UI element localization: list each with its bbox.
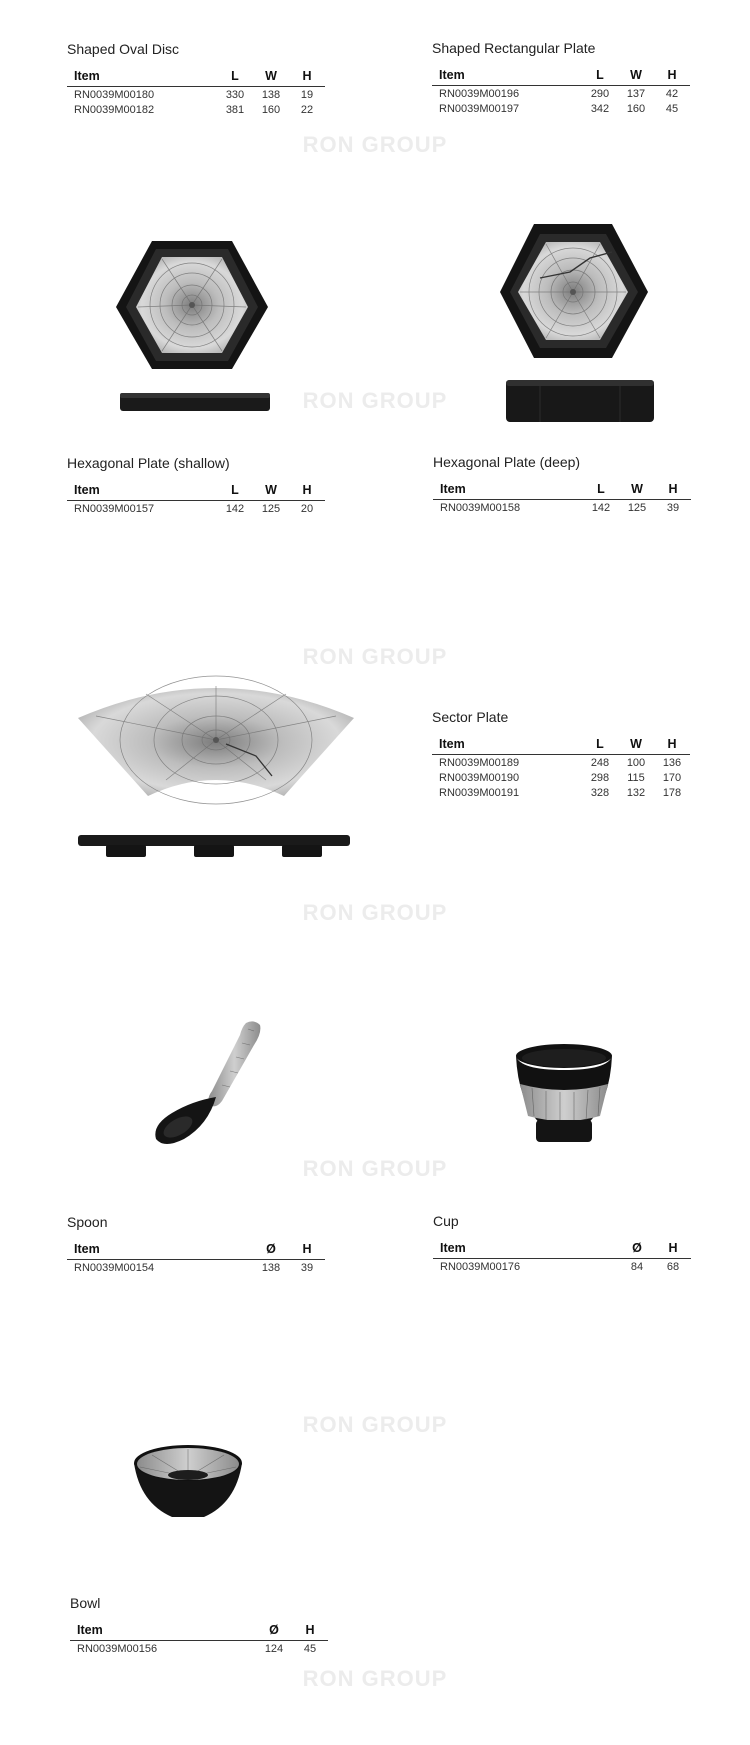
product-title: Cup — [433, 1213, 459, 1229]
diameter: 138 — [261, 1262, 281, 1274]
col-l: L — [583, 480, 619, 500]
col-h: H — [654, 66, 690, 86]
height: 19 — [300, 89, 314, 101]
item-code: RN0039M00190 — [439, 772, 520, 784]
width: 138 — [261, 89, 281, 101]
length: 330 — [225, 89, 245, 101]
spec-table — [67, 67, 325, 117]
product-sector-plate — [432, 709, 690, 800]
col-h: H — [289, 1240, 325, 1260]
table-row — [433, 500, 691, 516]
spec-table — [67, 1240, 325, 1275]
col-item: Item — [67, 481, 217, 501]
item-code: RN0039M00158 — [440, 502, 521, 514]
table-row — [433, 1259, 691, 1275]
height: 39 — [666, 502, 680, 514]
col-h: H — [289, 67, 325, 87]
cup-image — [512, 1040, 622, 1150]
bowl-image — [132, 1443, 244, 1529]
col-w: W — [619, 480, 655, 500]
col-l: L — [582, 66, 618, 86]
col-item: Item — [70, 1621, 256, 1641]
height: 20 — [300, 503, 314, 515]
product-title: Hexagonal Plate (shallow) — [67, 455, 230, 471]
col-item: Item — [67, 1240, 253, 1260]
item-code: RN0039M00196 — [439, 88, 520, 100]
length: 248 — [590, 757, 610, 769]
watermark: RON GROUP — [302, 388, 448, 413]
length: 342 — [590, 103, 610, 115]
col-h: H — [654, 735, 690, 755]
spoon-image — [150, 1015, 280, 1160]
height: 45 — [665, 103, 679, 115]
height: 39 — [300, 1262, 314, 1274]
width: 125 — [627, 502, 647, 514]
col-l: L — [582, 735, 618, 755]
product-shaped-oval-disc — [67, 41, 325, 117]
table-row — [67, 87, 325, 103]
product-title: Bowl — [70, 1595, 101, 1611]
table-row — [432, 86, 690, 102]
col-item: Item — [432, 66, 582, 86]
col-diameter: Ø — [256, 1621, 292, 1641]
spec-table — [67, 481, 325, 516]
length: 298 — [590, 772, 610, 784]
col-h: H — [655, 480, 691, 500]
table-row — [432, 755, 690, 771]
length: 142 — [225, 503, 245, 515]
product-hexagonal-plate-shallow — [67, 455, 325, 516]
height: 136 — [662, 757, 682, 769]
col-h: H — [289, 481, 325, 501]
table-row — [432, 785, 690, 800]
width: 132 — [626, 787, 646, 799]
height: 22 — [300, 104, 314, 116]
col-item: Item — [433, 480, 583, 500]
item-code: RN0039M00156 — [77, 1643, 158, 1655]
length: 381 — [225, 104, 245, 116]
height: 45 — [303, 1643, 317, 1655]
length: 328 — [590, 787, 610, 799]
width: 115 — [627, 772, 645, 784]
item-code: RN0039M00176 — [440, 1261, 521, 1273]
col-l: L — [217, 67, 253, 87]
spec-table — [433, 1239, 691, 1274]
product-title: Shaped Oval Disc — [67, 41, 180, 57]
watermark: RON GROUP — [302, 132, 448, 157]
length: 290 — [590, 88, 610, 100]
item-code: RN0039M00182 — [74, 104, 155, 116]
table-row — [432, 770, 690, 785]
col-item: Item — [67, 67, 217, 87]
spec-table — [433, 480, 691, 515]
spec-table — [432, 735, 690, 800]
width: 100 — [626, 757, 646, 769]
sector-plate-image — [76, 668, 356, 868]
col-item: Item — [433, 1239, 619, 1259]
col-item: Item — [432, 735, 582, 755]
table-row — [67, 1260, 325, 1276]
height: 42 — [665, 88, 679, 100]
col-diameter: Ø — [619, 1239, 655, 1259]
table-row — [67, 501, 325, 517]
length: 142 — [591, 502, 611, 514]
hexagonal-plate-deep-image — [500, 222, 660, 427]
watermark: RON GROUP — [302, 1666, 448, 1691]
watermark: RON GROUP — [302, 900, 448, 925]
item-code: RN0039M00197 — [439, 103, 520, 115]
item-code: RN0039M00157 — [74, 503, 155, 515]
height: 170 — [662, 772, 682, 784]
spec-table — [432, 66, 690, 116]
width: 160 — [626, 103, 646, 115]
item-code: RN0039M00154 — [74, 1262, 155, 1274]
width: 137 — [626, 88, 646, 100]
col-w: W — [618, 735, 654, 755]
hexagonal-plate-shallow-image — [112, 235, 272, 420]
item-code: RN0039M00189 — [439, 757, 520, 769]
product-hexagonal-plate-deep — [433, 454, 691, 515]
col-w: W — [253, 67, 289, 87]
product-bowl — [70, 1595, 328, 1656]
col-w: W — [253, 481, 289, 501]
table-row — [432, 101, 690, 116]
col-w: W — [618, 66, 654, 86]
product-cup — [433, 1213, 691, 1274]
col-h: H — [292, 1621, 328, 1641]
product-shaped-rectangular-plate — [432, 40, 690, 116]
table-row — [70, 1641, 328, 1657]
product-title: Hexagonal Plate (deep) — [433, 454, 581, 470]
width: 160 — [261, 104, 281, 116]
height: 68 — [666, 1261, 680, 1273]
width: 125 — [261, 503, 281, 515]
product-title: Spoon — [67, 1214, 108, 1230]
col-diameter: Ø — [253, 1240, 289, 1260]
product-spoon — [67, 1214, 325, 1275]
diameter: 124 — [264, 1643, 284, 1655]
height: 178 — [662, 787, 682, 799]
item-code: RN0039M00191 — [439, 787, 520, 799]
watermark: RON GROUP — [302, 644, 448, 669]
watermark: RON GROUP — [302, 1156, 448, 1181]
spec-table — [70, 1621, 328, 1656]
watermark: RON GROUP — [302, 1412, 448, 1437]
product-title: Shaped Rectangular Plate — [432, 40, 596, 56]
diameter: 84 — [630, 1261, 644, 1273]
col-l: L — [217, 481, 253, 501]
table-row — [67, 102, 325, 117]
item-code: RN0039M00180 — [74, 89, 155, 101]
product-title: Sector Plate — [432, 709, 509, 725]
col-h: H — [655, 1239, 691, 1259]
